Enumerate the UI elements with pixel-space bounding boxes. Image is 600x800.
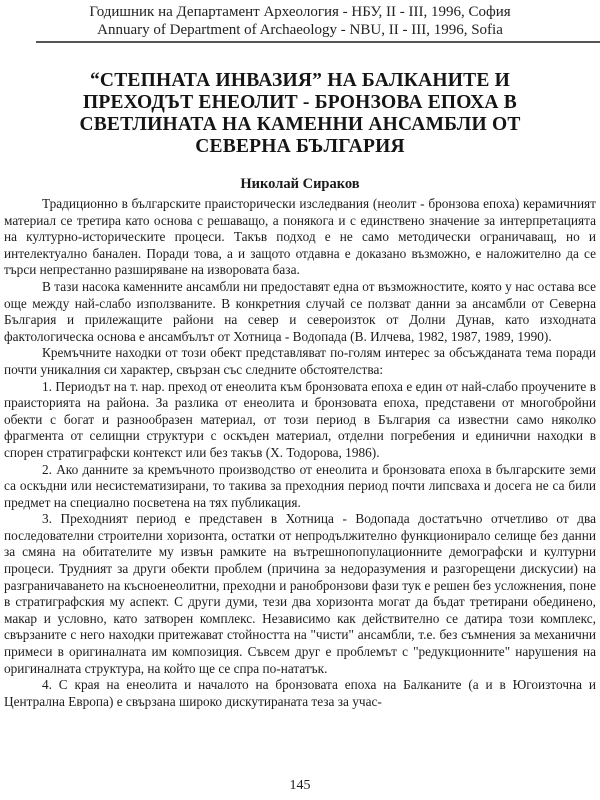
title-line: СЕВЕРНА БЪЛГАРИЯ xyxy=(195,136,405,157)
article-title xyxy=(20,70,580,158)
paragraph: В тази насока каменните ансамбли ни предоставят една от възможностите, която у нас остава все още между най-слабо използваните. В конкретния случай се ползват данни за ансамбли от Северна България и прилежащите райони на север и североизток от Долни Дунав, като изходната фактологическа основа е ансамбълът от Хотница - Водопада (В. Илчева, 1982, 1987, 1989, 1990). xyxy=(4,278,596,344)
running-head xyxy=(0,3,600,39)
author-name: Николай Сираков xyxy=(240,176,360,192)
paragraph: 1. Периодът на т. нар. преход от енеолита към бронзовата епоха е един от най-слабо проучените в праисторията на района. За разлика от енеолита и бронзовата епоха, представени от многобройни обекти с богат и разнообразен материал, от този период в България са известни само няколко фрагмента от селищни структури с оскъден материал, отделни погребения и единични находки в спорен стратиграфски контекст или без такъв (Х. Тодорова, 1986). xyxy=(4,378,596,460)
paragraph: Кремъчните находки от този обект представляват по-голям интерес за обсъжданата тема поради почти уникалния си характер, свързан със следните обстоятелства: xyxy=(4,345,596,377)
paragraph: 3. Преходният период е представен в Хотница - Водопада достатъчно отчетливо от два последователни строителни хоризонта, остатки от непродължително функционирало селище без данни за смяна на обитателите му извън рамките на вътрешнопопулационните демографски и културни процеси. Трудният за други обекти проблем (причина за недоразумения и разгорещени дискусии) на разграничаването на късноенеолитни, преходни и ранобронзови фази тук е решен без усложнения, поне в стратиграфския му аспект. С други думи, тези два хоризонта могат да бъдат третирани обединено, макар и условно, като затворен комплекс. Независимо как действително се датира този комплекс, свързаните с него находки притежават стойността на "чисти" ансамбли, т.е. без съмнения за механични примеси в оригиналната им композиция. Съвсем друг е проблемът с "редукционните" нарушения на оригиналната структура, на който ще се спра по-нататък. xyxy=(4,511,596,676)
title-line: ПРЕХОДЪТ ЕНЕОЛИТ - БРОНЗОВА ЕПОХА В xyxy=(82,92,517,113)
running-head-english: Annuary of Department of Archaeology - NBU, II - III, 1996, Sofia xyxy=(97,22,503,38)
page-number: 145 xyxy=(289,778,311,793)
title-line: СВЕТЛИНАТА НА КАМЕННИ АНСАМБЛИ ОТ xyxy=(79,114,521,135)
paragraph: 4. С края на енеолита и началото на бронзовата епоха на Балканите (а и в Югоизточна и Централна Европа) е свързана широко дискутираната теза за учас- xyxy=(4,677,596,709)
title-line: “СТЕПНАТА ИНВАЗИЯ” НА БАЛКАНИТЕ И xyxy=(89,70,510,91)
paragraph: Традиционно в българските праисторически изследвания (неолит - бронзова епоха) керамичният материал се третира като основа с решаващо, а понякога и с единствено значение за интерпретацията на културно-историческите процеси. Такъв подход е не само методически ограничаващ, но и интелектуално банален. Поради това, а и защото отдавна е доказано възможно, е наложително да се търси непрестанно разширяване на изворовата база. xyxy=(4,196,596,278)
paragraph: 2. Ако данните за кремъчното производство от енеолита и бронзовата епоха в българските земи са оскъдни или несистематизирани, то такива за преходния период почти липсваха и досега не са били предмет на специално посветена на тях публикация. xyxy=(4,461,596,510)
article-body xyxy=(4,196,596,710)
running-head-bulgarian: Годишник на Департамент Археология - НБУ, II - III, 1996, София xyxy=(89,4,511,20)
header-rule xyxy=(36,41,600,43)
